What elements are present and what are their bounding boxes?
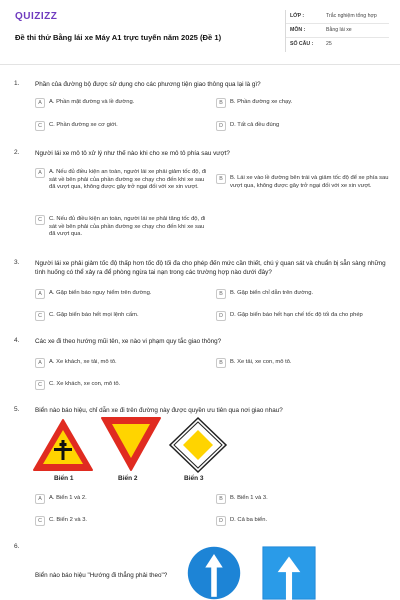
straight-direction-square-sign-icon xyxy=(258,546,320,600)
option-letter: C xyxy=(35,215,45,225)
option-letter: A xyxy=(35,168,45,178)
option-c[interactable] xyxy=(35,311,210,321)
option-text: C. Gặp biển báo hết mọi lệnh cấm. xyxy=(49,312,139,318)
option-a[interactable] xyxy=(35,494,210,504)
option-c[interactable] xyxy=(35,121,210,131)
option-letter: B xyxy=(216,174,226,184)
option-text: B. Xe tải, xe con, mô tô. xyxy=(230,359,292,365)
option-letter: C xyxy=(35,121,45,131)
yield-sign-2-icon xyxy=(100,416,162,472)
option-text: C. Xe khách, xe con, mô tô. xyxy=(49,381,121,387)
question-6 xyxy=(14,543,394,600)
option-letter: A xyxy=(35,494,45,504)
option-a[interactable] xyxy=(35,358,210,368)
option-text: A. Gặp biển báo nguy hiểm trên đường. xyxy=(49,290,152,296)
mandatory-straight-round-sign-icon xyxy=(180,546,248,600)
option-letter: B xyxy=(216,494,226,504)
question-number: 1. xyxy=(14,80,20,87)
option-b[interactable] xyxy=(216,289,396,299)
option-letter: C xyxy=(35,380,45,390)
question-text: Người lái xe phải giảm tốc độ thấp hơn tốc độ tối đa cho phép đến mức cần thiết, chú ý quan sát và chuẩn bị sẵn sàng những tình huống có thể xảy ra để phòng ngừa tai nạn trong các trường hợp nào dưới đây? xyxy=(35,260,386,276)
meta-key: LỚP : xyxy=(290,13,305,19)
page-title: Đề thi thử Bằng lái xe Máy A1 trực tuyến năm 2025 (Đề 1) xyxy=(15,33,222,42)
option-b[interactable] xyxy=(216,98,391,108)
meta-value: Bằng lái xe xyxy=(326,27,352,33)
option-text: A. Phần mặt đường và lề đường. xyxy=(49,99,135,105)
option-letter: B xyxy=(216,98,226,108)
option-letter: B xyxy=(216,289,226,299)
option-text: B. Gặp biển chỉ dẫn trên đường. xyxy=(230,290,314,296)
option-d[interactable] xyxy=(216,311,396,321)
question-number: 2. xyxy=(14,149,20,156)
option-c[interactable] xyxy=(35,380,210,390)
option-letter: A xyxy=(35,358,45,368)
question-3 xyxy=(14,259,394,329)
meta-box xyxy=(285,10,389,52)
question-number: 6. xyxy=(14,543,20,550)
option-letter: C xyxy=(35,311,45,321)
option-text: D. Cả ba biển. xyxy=(230,517,268,523)
question-number: 3. xyxy=(14,259,20,266)
quizizz-logo: QUIZIZZ xyxy=(15,11,58,22)
option-text: B. Phần đường xe chạy. xyxy=(230,99,293,105)
question-number: 4. xyxy=(14,337,20,344)
option-text: C. Biển 2 và 3. xyxy=(49,517,88,523)
sign-label-1: Biển 1 xyxy=(54,475,74,482)
question-4 xyxy=(14,337,394,397)
option-c[interactable] xyxy=(35,516,210,526)
meta-value: Trắc nghiệm tổng hợp xyxy=(326,13,377,19)
option-a[interactable] xyxy=(35,168,210,192)
option-text: D. Gặp biển báo hết hạn chế tốc độ tối đa cho phép xyxy=(230,312,363,318)
option-letter: A xyxy=(35,98,45,108)
question-text: Biển nào báo hiệu, chỉ dẫn xe đi trên đường này được quyền ưu tiên qua nơi giao nhau? xyxy=(35,407,283,414)
option-text: C. Phần đường xe cơ giới. xyxy=(49,122,118,128)
question-1 xyxy=(14,80,394,140)
option-text: D. Tất cả đều đúng xyxy=(230,122,280,128)
question-text: Biển nào báo hiệu "Hướng đi thẳng phải theo"? xyxy=(35,572,168,579)
meta-row-subject xyxy=(286,24,389,38)
meta-key: SỐ CÂU : xyxy=(290,41,314,47)
sign-label-3: Biển 3 xyxy=(184,475,204,482)
meta-row-count xyxy=(286,38,389,52)
option-text: A. Biển 1 và 2. xyxy=(49,495,87,501)
question-text: Phần của đường bộ được sử dụng cho các phương tiện giao thông qua lại là gì? xyxy=(35,81,261,88)
warning-sign-1-icon xyxy=(32,418,94,472)
question-5 xyxy=(14,406,394,536)
option-a[interactable] xyxy=(35,98,210,108)
option-b[interactable] xyxy=(216,494,391,504)
option-b[interactable] xyxy=(216,174,391,190)
option-text: A. Nếu đủ điều kiện an toàn, người lái xe phải giảm tốc độ, đi sát về bên phải của phần đường xe chạy cho đến khi xe sau đã vượt qua, không được gây trở ngại đối với xe xin vượt. xyxy=(49,169,207,190)
meta-row-class xyxy=(286,10,389,24)
option-text: A. Xe khách, xe tải, mô tô. xyxy=(49,359,117,365)
option-text: B. Lái xe vào lề đường bên trái và giảm tốc độ để xe phía sau vượt qua, không được gây trở ngại đối với xe xin vượt. xyxy=(230,175,389,189)
sign-label-2: Biển 2 xyxy=(118,475,138,482)
option-letter: D xyxy=(216,311,226,321)
option-c[interactable] xyxy=(35,215,210,239)
option-letter: D xyxy=(216,516,226,526)
option-a[interactable] xyxy=(35,289,210,299)
question-2 xyxy=(14,149,394,249)
option-letter: D xyxy=(216,121,226,131)
header-divider xyxy=(0,64,400,65)
option-text: B. Biển 1 và 3. xyxy=(230,495,268,501)
option-letter: B xyxy=(216,358,226,368)
option-d[interactable] xyxy=(216,516,391,526)
meta-value: 25 xyxy=(326,41,332,47)
priority-road-sign-3-icon xyxy=(168,416,228,474)
option-text: C. Nếu đủ điều kiện an toàn, người lái xe phải tăng tốc độ, đi sát về bên phải của phần đường xe chạy cho đến khi xe sau đã vượt qua. xyxy=(49,216,206,237)
question-text: Người lái xe mô tô xử lý như thế nào khi cho xe mô tô phía sau vượt? xyxy=(35,150,230,157)
option-letter: A xyxy=(35,289,45,299)
option-d[interactable] xyxy=(216,121,391,131)
question-text: Các xe đi theo hướng mũi tên, xe nào vi phạm quy tắc giao thông? xyxy=(35,338,222,345)
meta-key: MÔN : xyxy=(290,27,306,33)
option-letter: C xyxy=(35,516,45,526)
option-b[interactable] xyxy=(216,358,391,368)
question-number: 5. xyxy=(14,406,20,413)
